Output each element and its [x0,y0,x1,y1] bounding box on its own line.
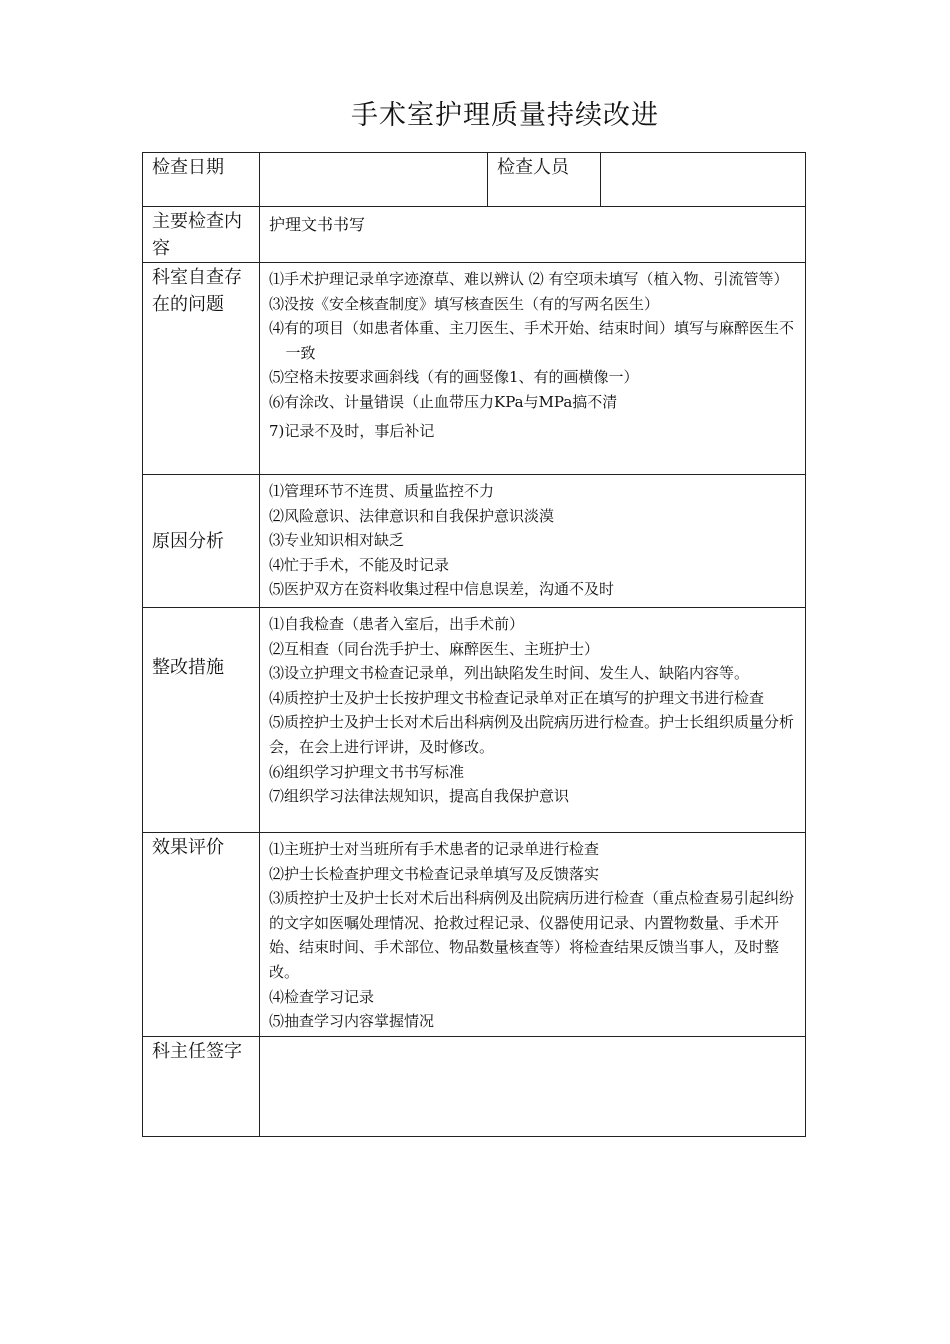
main-content-row [143,207,806,263]
causes-row [143,475,806,608]
problem-item-2: ⑶没按《安全核查制度》填写核查医生（有的写两名医生） [269,294,660,313]
causes-label: 原因分析 [143,475,260,608]
measure-item-4: ⑷质控护士及护士长按护理文书检查记录单对正在填写的护理文书进行检查 [269,688,765,707]
causes-list [260,475,806,608]
evaluation-item-5: ⑸抽查学习内容掌握情况 [269,1012,435,1031]
measure-item-6: ⑹组织学习护理文书书写标准 [269,762,465,781]
date-value-cell[interactable] [260,153,488,207]
inspector-value-cell[interactable] [601,153,806,207]
measures-row [143,608,806,833]
evaluation-item-3: ⑶质控护士及护士长对术后出科病例及出院病历进行检查（重点检查易引起纠纷的文字如医嘱处理情况、抢救过程记录、仪器使用记录、内置物数量、手术开始、结束时间、手术部位、物品数量核查等）将检查结果反馈当事人，及时整改。 [269,889,795,981]
quality-improvement-form [142,152,806,1137]
cause-item-5: ⑸医护双方在资料收集过程中信息误差，沟通不及时 [269,580,615,599]
inspector-label: 检查人员 [488,153,601,207]
cause-item-1: ⑴管理环节不连贯、质量监控不力 [269,482,495,500]
evaluation-item-1: ⑴主班护士对当班所有手术患者的记录单进行检查 [269,840,600,858]
problems-row [143,263,806,475]
measures-label: 整改措施 [143,608,260,833]
measure-item-5: ⑸质控护士及护士长对术后出科病例及出院病历进行检查。护士长组织质量分析会，在会上进行评讲，及时修改。 [269,713,795,756]
evaluation-list [260,833,806,1037]
problem-item-4: ⑸空格未按要求画斜线（有的画竖像1、有的画横像一） [269,368,639,387]
problem-item-1: ⑴手术护理记录单字迹潦草、难以辨认 ⑵ 有空项未填写（植入物、引流管等） [269,270,789,288]
measure-item-1: ⑴自我检查（患者入室后，出手术前） [269,615,525,633]
measures-list [260,608,806,833]
problems-list [260,263,806,475]
cause-item-4: ⑷忙于手术，不能及时记录 [269,555,450,574]
date-label: 检查日期 [143,153,260,207]
problem-item-6: 7)记录不及时，事后补记 [269,421,435,440]
main-content-label: 主要检查内容 [143,207,260,263]
problems-label: 科室自查存在的问题 [143,263,260,475]
signature-row [143,1036,806,1136]
main-content-value: 护理文书书写 [260,207,806,263]
header-row [143,153,806,207]
problem-item-3: ⑷有的项目（如患者体重、主刀医生、手术开始、结束时间）填写与麻醉医生不一致 [269,319,795,362]
cause-item-3: ⑶专业知识相对缺乏 [269,531,405,550]
problem-item-5: ⑹有涂改、计量错误（止血带压力KPa与MPa搞不清 [269,392,618,411]
evaluation-row [143,833,806,1037]
evaluation-item-4: ⑷检查学习记录 [269,987,375,1006]
evaluation-label: 效果评价 [143,833,260,1037]
signature-value-cell[interactable] [260,1036,806,1136]
measure-item-3: ⑶设立护理文书检查记录单，列出缺陷发生时间、发生人、缺陷内容等。 [269,664,750,683]
measure-item-2: ⑵互相查（同台洗手护士、麻醉医生、主班护士） [269,639,600,658]
signature-label: 科主任签字 [143,1036,260,1136]
page-title: 手术室护理质量持续改进 [351,100,659,131]
evaluation-item-2: ⑵护士长检查护理文书检查记录单填写及反馈落实 [269,864,600,883]
measure-item-7: ⑺组织学习法律法规知识，提高自我保护意识 [269,787,570,806]
cause-item-2: ⑵风险意识、法律意识和自我保护意识淡漠 [269,506,555,525]
